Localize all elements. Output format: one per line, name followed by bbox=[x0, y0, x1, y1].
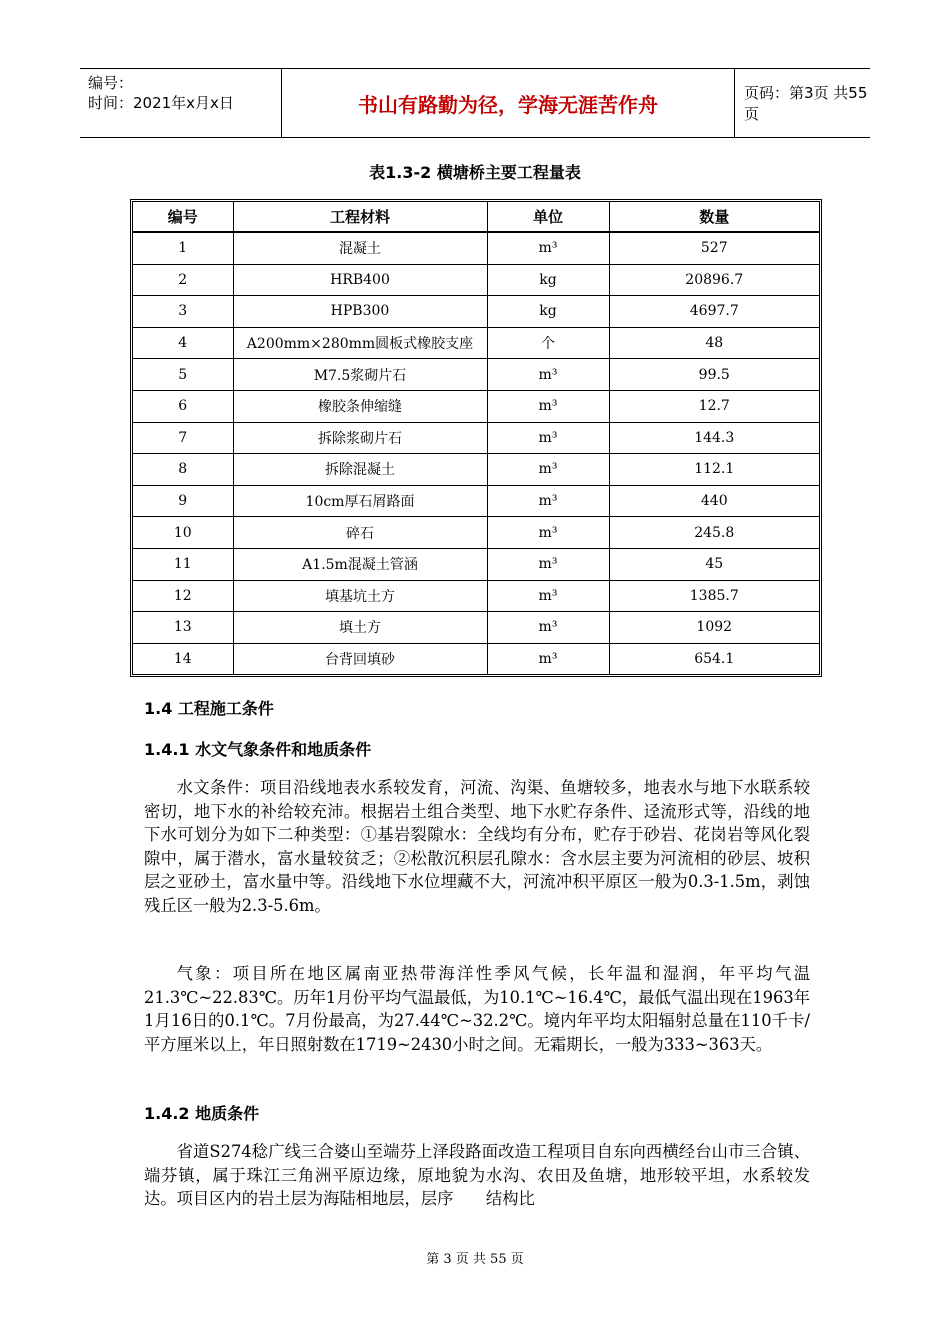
material-cell: HRB400 bbox=[233, 264, 487, 296]
unit-cell: kg bbox=[487, 296, 609, 328]
quantity-cell: 48 bbox=[609, 327, 819, 359]
table-row bbox=[133, 485, 819, 517]
unit-cell: m³ bbox=[487, 454, 609, 486]
row-number-cell: 10 bbox=[133, 517, 233, 549]
header-page-info: 页码：第3页 共55页 bbox=[744, 84, 868, 123]
table-row bbox=[133, 454, 819, 486]
table-title: 表1.3-2 横塘桥主要工程量表 bbox=[369, 163, 581, 182]
time-label: 时间：2021年x月x日 bbox=[88, 94, 234, 112]
column-header: 编号 bbox=[133, 202, 233, 232]
table-row bbox=[133, 264, 819, 296]
unit-cell: m³ bbox=[487, 232, 609, 264]
quantity-cell: 144.3 bbox=[609, 422, 819, 454]
table-row bbox=[133, 580, 819, 612]
table-row bbox=[133, 296, 819, 328]
unit-cell: 个 bbox=[487, 327, 609, 359]
unit-cell: kg bbox=[487, 264, 609, 296]
unit-cell: m³ bbox=[487, 643, 609, 674]
geology-paragraph: 省道S274稔广线三合婆山至端芬上泽段路面改造工程项目自东向西横经台山市三合镇、端芬镇，属于珠江三角洲平原边缘，原地貌为水沟、农田及鱼塘，地形较平坦，水系较发达。项目区内的岩土层为海陆相地层，层序 结构比 bbox=[144, 1142, 810, 1208]
material-cell: 碎石 bbox=[233, 517, 487, 549]
quantity-cell: 45 bbox=[609, 548, 819, 580]
material-cell: A200mm×280mm圆板式橡胶支座 bbox=[233, 327, 487, 359]
material-cell: 填土方 bbox=[233, 612, 487, 644]
row-number-cell: 2 bbox=[133, 264, 233, 296]
row-number-cell: 13 bbox=[133, 612, 233, 644]
section-heading-1-4: 1.4 工程施工条件 bbox=[144, 699, 274, 718]
table-row bbox=[133, 517, 819, 549]
material-cell: M7.5浆砌片石 bbox=[233, 359, 487, 391]
table-row bbox=[133, 548, 819, 580]
row-number-cell: 4 bbox=[133, 327, 233, 359]
quantity-cell: 4697.7 bbox=[609, 296, 819, 328]
table-header-row bbox=[133, 202, 819, 232]
unit-cell: m³ bbox=[487, 390, 609, 422]
row-number-cell: 7 bbox=[133, 422, 233, 454]
material-cell: 橡胶条伸缩缝 bbox=[233, 390, 487, 422]
row-number-cell: 6 bbox=[133, 390, 233, 422]
quantity-table bbox=[130, 199, 822, 677]
column-header: 数量 bbox=[609, 202, 819, 232]
unit-cell: m³ bbox=[487, 359, 609, 391]
row-number-cell: 8 bbox=[133, 454, 233, 486]
quantity-cell: 245.8 bbox=[609, 517, 819, 549]
quantity-cell: 112.1 bbox=[609, 454, 819, 486]
quantity-cell: 654.1 bbox=[609, 643, 819, 674]
material-cell: 混凝土 bbox=[233, 232, 487, 264]
quantity-cell: 20896.7 bbox=[609, 264, 819, 296]
row-number-cell: 1 bbox=[133, 232, 233, 264]
material-cell: A1.5m混凝土管涵 bbox=[233, 548, 487, 580]
table-row bbox=[133, 359, 819, 391]
table-row bbox=[133, 643, 819, 674]
row-number-cell: 12 bbox=[133, 580, 233, 612]
number-label: 编号： bbox=[88, 74, 134, 92]
table-row bbox=[133, 390, 819, 422]
climate-paragraph: 气象：项目所在地区属南亚热带海洋性季风气候，长年温和湿润，年平均气温21.3℃~22.83℃。历年1月份平均气温最低，为10.1℃~16.4℃，最低气温出现在1963年1月16日的0.1℃。7月份最高，为27.44℃~32.2℃。境内年平均太阳辐射总量在110千卡/平方厘米以上，年日照射数在1719~2430小时之间。无霜期长，一般为333~363天。 bbox=[144, 964, 810, 1054]
quantity-cell: 12.7 bbox=[609, 390, 819, 422]
column-header: 单位 bbox=[487, 202, 609, 232]
row-number-cell: 14 bbox=[133, 643, 233, 674]
page-header bbox=[80, 68, 870, 138]
quantity-cell: 1092 bbox=[609, 612, 819, 644]
unit-cell: m³ bbox=[487, 517, 609, 549]
material-cell: HPB300 bbox=[233, 296, 487, 328]
quantity-cell: 527 bbox=[609, 232, 819, 264]
row-number-cell: 5 bbox=[133, 359, 233, 391]
page-footer: 第 3 页 共 55 页 bbox=[426, 1252, 524, 1267]
row-number-cell: 11 bbox=[133, 548, 233, 580]
header-meta bbox=[80, 69, 282, 137]
hydrology-paragraph: 水文条件：项目沿线地表水系较发育，河流、沟渠、鱼塘较多，地表水与地下水联系较密切，地下水的补给较充沛。根据岩土组合类型、地下水贮存条件、迳流形式等，沿线的地下水可划分为如下二种类型：①基岩裂隙水：全线均有分布，贮存于砂岩、花岗岩等风化裂隙中，属于潜水，富水量较贫乏；②松散沉积层孔隙水：含水层主要为河流相的砂层、坡积层之亚砂土，富水量中等。沿线地下水位埋藏不大，河流冲积平原区一般为0.3-1.5m，剥蚀残丘区一般为2.3-5.6m。 bbox=[144, 778, 810, 915]
table-body bbox=[133, 232, 819, 674]
unit-cell: m³ bbox=[487, 485, 609, 517]
material-cell: 10cm厚石屑路面 bbox=[233, 485, 487, 517]
material-cell: 拆除混凝土 bbox=[233, 454, 487, 486]
material-cell: 填基坑土方 bbox=[233, 580, 487, 612]
quantity-cell: 1385.7 bbox=[609, 580, 819, 612]
table-row bbox=[133, 422, 819, 454]
unit-cell: m³ bbox=[487, 548, 609, 580]
row-number-cell: 3 bbox=[133, 296, 233, 328]
quantity-cell: 440 bbox=[609, 485, 819, 517]
unit-cell: m³ bbox=[487, 422, 609, 454]
header-motto: 书山有路勤为径，学海无涯苦作舟 bbox=[282, 69, 735, 137]
row-number-cell: 9 bbox=[133, 485, 233, 517]
material-cell: 拆除浆砌片石 bbox=[233, 422, 487, 454]
table-row bbox=[133, 327, 819, 359]
column-header: 工程材料 bbox=[233, 202, 487, 232]
section-heading-1-4-1: 1.4.1 水文气象条件和地质条件 bbox=[144, 740, 372, 759]
table-row bbox=[133, 612, 819, 644]
table-row bbox=[133, 232, 819, 264]
unit-cell: m³ bbox=[487, 580, 609, 612]
quantity-cell: 99.5 bbox=[609, 359, 819, 391]
unit-cell: m³ bbox=[487, 612, 609, 644]
material-cell: 台背回填砂 bbox=[233, 643, 487, 674]
section-heading-1-4-2: 1.4.2 地质条件 bbox=[144, 1104, 260, 1123]
